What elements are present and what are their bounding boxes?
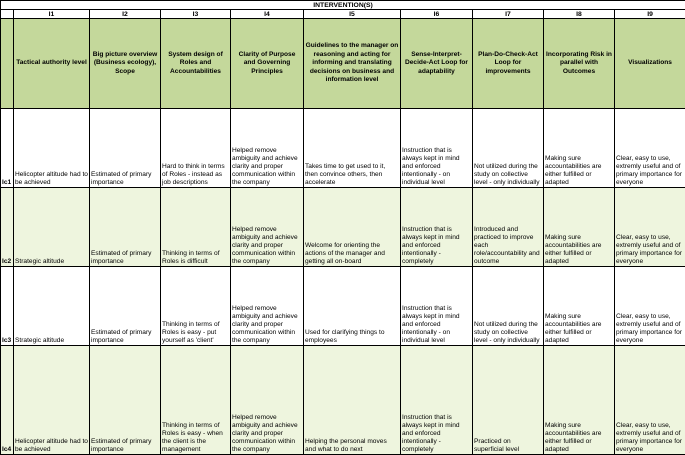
table-cell: Estimated of primary importance <box>90 267 161 346</box>
table-cell: Helped remove ambiguity and achieve clarity and proper communication within the company <box>231 188 304 267</box>
table-cell: Hard to think in terms of Roles - instead as job descriptions <box>161 109 231 188</box>
code-row <box>1 10 685 19</box>
header-cell: Incorporating Risk in parallel with Outcomes <box>544 19 615 109</box>
corner-cell <box>1 19 14 109</box>
header-cell: Plan-Do-Check-Act Loop for improvements <box>473 19 544 109</box>
code-cell: I3 <box>161 10 231 19</box>
row-label: Ic3 <box>1 267 14 346</box>
table-cell: Instruction that is always kept in mind and enforced intentionally - completely <box>401 346 473 455</box>
table-row <box>1 267 685 346</box>
header-cell: Tactical authority level <box>14 19 90 109</box>
table-title: INTERVENTION(S) <box>1 1 685 10</box>
table-cell: Making sure accountabilities are either fulfilled or adapted <box>544 188 615 267</box>
table-cell: Takes time to get used to it, then convince others, then accelerate <box>304 109 401 188</box>
row-label: Ic2 <box>1 188 14 267</box>
table-cell: Clear, easy to use, extremly useful and of primary importance for everyone <box>615 188 685 267</box>
code-cell: I6 <box>401 10 473 19</box>
table-cell: Thinking in terms of Roles is easy - when the client is the management <box>161 346 231 455</box>
table-cell: Instruction that is always kept in mind and enforced intentionally - completely <box>401 188 473 267</box>
header-cell: Big picture overview (Business ecology), Scope <box>90 19 161 109</box>
table-cell: Welcome for orienting the actions of the manager and getting all on-board <box>304 188 401 267</box>
corner-cell <box>1 10 14 19</box>
row-label: Ic1 <box>1 109 14 188</box>
table-cell: Helped remove ambiguity and achieve clarity and proper communication within the company <box>231 109 304 188</box>
table-row <box>1 346 685 455</box>
header-row <box>1 19 685 109</box>
table-cell: Instruction that is always kept in mind and enforced intentionally - on individual level <box>401 267 473 346</box>
table-cell: Helped remove ambiguity and achieve clarity and proper communication within the company <box>231 267 304 346</box>
table-cell: Practiced on superficial level <box>473 346 544 455</box>
code-cell: I2 <box>90 10 161 19</box>
table-cell: Strategic altitude <box>14 267 90 346</box>
code-cell: I1 <box>14 10 90 19</box>
row-label: Ic4 <box>1 346 14 455</box>
table-cell: Estimated of primary importance <box>90 109 161 188</box>
table-cell: Clear, easy to use, extremly useful and of primary importance for everyone <box>615 346 685 455</box>
table-cell: Introduced and practiced to improve each role/accountability and outcome <box>473 188 544 267</box>
header-cell: Guidelines to the manager on reasoning and acting for informing and translating decisions on business and information level <box>304 19 401 109</box>
code-cell: I4 <box>231 10 304 19</box>
table-cell: Estimated of primary importance <box>90 346 161 455</box>
table-cell: Not utilized during the study on collective level - only individually <box>473 267 544 346</box>
code-cell: I7 <box>473 10 544 19</box>
table-cell: Instruction that is always kept in mind and enforced intentionally - on individual level <box>401 109 473 188</box>
code-cell: I5 <box>304 10 401 19</box>
header-cell: Visualizations <box>615 19 685 109</box>
header-cell: System design of Roles and Accountabilities <box>161 19 231 109</box>
table-cell: Making sure accountabilities are either fulfilled or adapted <box>544 109 615 188</box>
table-cell: Clear, easy to use, extremly useful and of primary importance for everyone <box>615 267 685 346</box>
table-cell: Helicopter altitude had to be achieved <box>14 346 90 455</box>
table-row <box>1 188 685 267</box>
header-cell: Sense-Interpret-Decide-Act Loop for adaptability <box>401 19 473 109</box>
table-cell: Not utilized during the study on collective level - only individually <box>473 109 544 188</box>
table-cell: Clear, easy to use, extremly useful and of primary importance for everyone <box>615 109 685 188</box>
table-cell: Estimated of primary importance <box>90 188 161 267</box>
table-cell: Used for clarifying things to employees <box>304 267 401 346</box>
table-cell: Strategic altitude <box>14 188 90 267</box>
code-cell: I9 <box>615 10 685 19</box>
header-cell: Clarity of Purpose and Governing Principles <box>231 19 304 109</box>
table-row <box>1 109 685 188</box>
table-cell: Helped remove ambiguity and achieve clarity and proper communication within the company <box>231 346 304 455</box>
table-cell: Helicopter altitude had to be achieved <box>14 109 90 188</box>
table-cell: Making sure accountabilities are either fulfilled or adapted <box>544 346 615 455</box>
table-cell: Thinking in terms of Roles is easy - put yourself as 'client' <box>161 267 231 346</box>
table-cell: Making sure accountabilities are either fulfilled or adapted <box>544 267 615 346</box>
table-cell: Helping the personal moves and what to do next <box>304 346 401 455</box>
code-cell: I8 <box>544 10 615 19</box>
table-cell: Thinking in terms of Roles is difficult <box>161 188 231 267</box>
